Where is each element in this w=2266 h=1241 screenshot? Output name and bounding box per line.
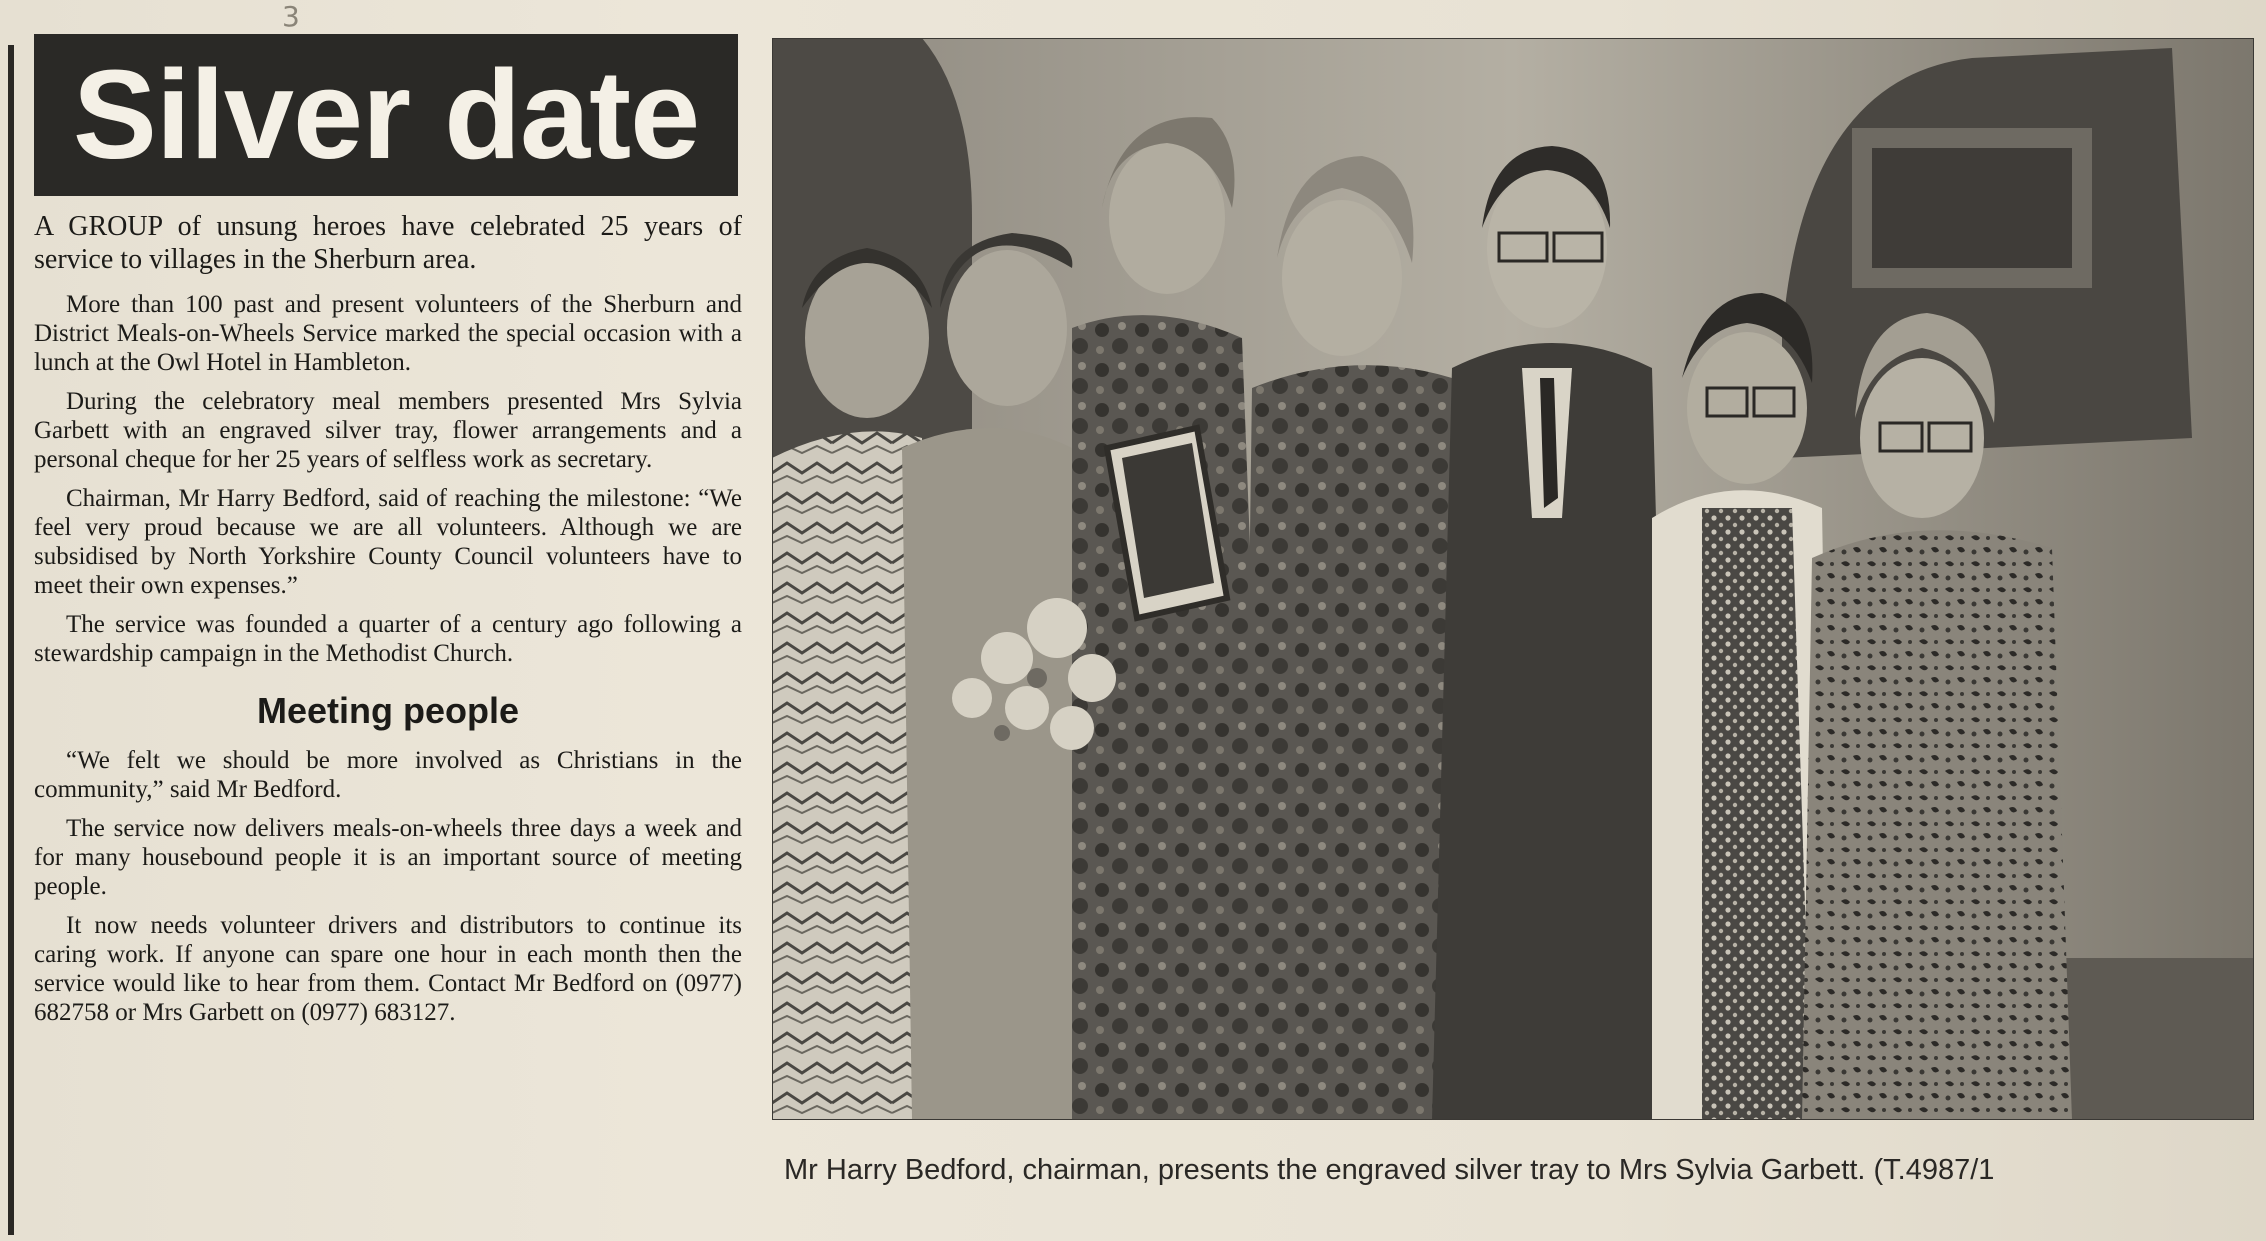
article-paragraph: “We felt we should be more involved as Christians in the community,” said Mr Bedford. bbox=[34, 747, 742, 803]
article-paragraph: The service now delivers meals-on-wheels three days a week and for many housebound people it is an important source of meeting people. bbox=[34, 815, 742, 900]
article-body bbox=[34, 210, 742, 1037]
group-photo bbox=[772, 38, 2254, 1120]
article-paragraph: The service was founded a quarter of a century ago following a stewardship campaign in the Methodist Church. bbox=[34, 611, 742, 667]
pencil-mark: 3 bbox=[282, 0, 300, 33]
subheading: Meeting people bbox=[256, 690, 520, 731]
column-rule bbox=[8, 45, 14, 1235]
article-paragraph: It now needs volunteer drivers and distributors to continue its caring work. If anyone can spare one hour in each month then the service would like to hear from them. Contact Mr Bedford on (0977) 682758 or Mrs Garbett on (0977) 683127. bbox=[34, 912, 742, 1026]
article-paragraph: During the celebratory meal members presented Mrs Sylvia Garbett with an engraved silver tray, flower arrangements and a personal cheque for her 25 years of selfless work as secretary. bbox=[34, 388, 742, 473]
headline-banner bbox=[34, 34, 738, 196]
photo-illustration bbox=[772, 38, 2254, 1120]
lead-paragraph: A GROUP of unsung heroes have celebrated 25 years of service to villages in the Sherburn area. bbox=[34, 211, 742, 275]
photo-caption: Mr Harry Bedford, chairman, presents the engraved silver tray to Mrs Sylvia Garbett. (T.4987/1 bbox=[784, 1154, 1995, 1186]
headline: Silver date bbox=[72, 44, 700, 185]
article-paragraph: Chairman, Mr Harry Bedford, said of reaching the milestone: “We feel very proud because we are all volunteers. Although we are subsidised by North Yorkshire County Council volunteers have to meet their own expenses.” bbox=[34, 485, 742, 599]
article-paragraph: More than 100 past and present volunteers of the Sherburn and District Meals-on-Wheels Service marked the special occasion with a lunch at the Owl Hotel in Hambleton. bbox=[34, 291, 742, 376]
